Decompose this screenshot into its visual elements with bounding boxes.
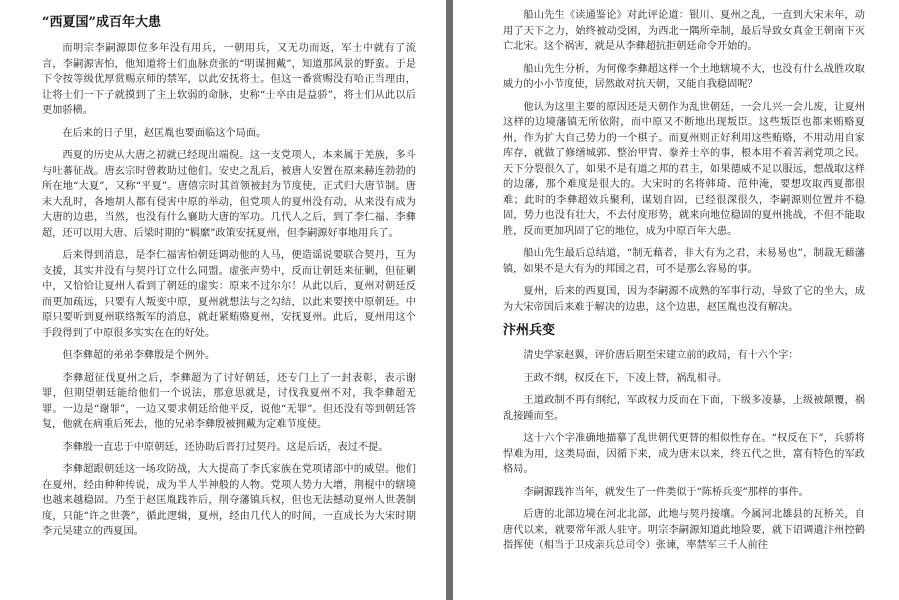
paragraph: 船山先生最后总结道，“制无藉者，非大有为之君，未易易也”，制裁无藉藩镇，如果不是大有为的邦国之君，可不是那么容易的事。 (503, 248, 865, 275)
paragraph: 王道政制不再有纲纪，军政权力反而在下面，下级多凌暴，上级被颠覆，祸乱接踵而至。 (503, 395, 865, 422)
right-page (453, 0, 899, 600)
paragraph: 李彝超征伐夏州之后，李彝超为了讨好朝廷，还专门上了一封表彰，表示谢罪，但期望朝廷能给他们一个说法，那意思就是，讨伐我夏州不对，我李彝超无罪。一边是“谢罪”，一边又要求朝廷给他平反，说他“无罪”。但还没有等到朝廷答复，他就在病重后死去，他的兄弟李彝殷被拥戴为定难节度使。 (42, 372, 416, 430)
paragraph: 西夏的历史从大唐之初就已经现出端倪。这一支党项人，本来属于羌族，多斗与吐蕃征战。唐玄宗时曾救助过他们。安史之乱后，被唐人安置在原来赫连勃勃的所在地“大夏”，又称“平夏”。唐僖宗时其首领被封为节度使，正式归大唐节制。唐末大乱时，各地胡人都有侵害中原的举动，但党项人的夏州没有动，从来没有成为大唐的边患，当然，也没有什么襄助大唐的军功。几代人之后，到了李仁福、李彝超，还可以用大唐、后梁时期的“羁縻”政策安抚夏州，但李嗣源好事地用兵了。 (42, 150, 416, 239)
paragraph: 这十六个字准确地描摹了乱世朝代更替的相似性存在。“权反在下”，兵骄将悍难为用，这类局面，因循下来，成为唐末以来，终五代之世，富有特色的军政格局。 (503, 433, 865, 475)
paragraph: 船山先生分析，为何像李彝超这样一个土地辖境不大，也没有什么战胜攻取威力的小小节度使，居然敢对抗天朝，又能自我稳固呢？ (503, 63, 865, 90)
paragraph: 夏州，后来的西夏国，因为李嗣源不成熟的军事行动，导致了它的坐大，成为大宋帝国后来难于解决的边患，这个边患，赵匡胤也没有解决。 (503, 286, 865, 313)
page-gutter (446, 0, 453, 600)
paragraph: 在后来的日子里，赵匡胤也要面临这个局面。 (62, 127, 267, 139)
paragraph: 后来得到消息，是李仁福害怕朝廷调动他的人马，便造谣说要联合契丹，互为支援，其实并没有与契丹订立什么同盟。虚张声势中，反而让朝廷来征剿，但征剿中，又恰恰让夏州人看到了朝廷的虚实：原来不过尔尔！从此以后，夏州对朝廷反而更加疏远，只要有人叛变中原，夏州就想法与之勾结，以此来要挟中原朝廷。中原只要听到夏州联络叛军的消息，就赶紧贿赂夏州，安抚夏州。此后，夏州用这个手段得到了中原很多实实在在的好处。 (42, 250, 416, 339)
left-page (0, 0, 446, 600)
section-heading-xixia: “西夏国”成百年大患 (42, 15, 161, 30)
paragraph: 后唐的北部边境在河北北部，此地与契丹接壤。今属河北雄县的瓦桥关，自唐代以来，就要常年派人驻守。明宗李嗣源知道此地险要，就下诏调遣汴州控鹤指挥使（相当于卫戍亲兵总司令）张谏，率禁军三千人前往 (503, 509, 865, 551)
paragraph: 清史学家赵翼，评价唐后期至宋建立前的政局，有十六个字： (523, 350, 799, 361)
paragraph: 他认为这里主要的原因还是天朝作为乱世朝廷，一会儿兴一会儿废，让夏州这样的边境藩镇无所依附，而中原又不断地出现叛臣。这些叛臣也都来贿赂夏州，作为扩大自己势力的一个棋子。而夏州则正好利用这些贿赂，不用动用自家库存，就做了修缮城郭、整治甲胄、豢养士卒的事，根本用不着苦剥党项之民。天下分裂很久了，如果不是有道之邦的君主，如果德威不足以服远，想战取这样的边藩，那个难度是很大的。大宋时的名将韩琦、范仲淹，要想攻取西夏都很难；此时的李彝超效兵聚利，谋划自固，已经很深很久，李嗣源则位置并不稳固，势力也没有壮大，不去付度形势，就来向地位稳固的夏州挑战，不但不能取胜，反而更加巩固了它的地位，成为中原百年大患。 (503, 101, 865, 237)
section-heading-bianzhou: 汴州兵变 (503, 323, 556, 338)
paragraph: 李彝超跟朝廷这一场攻防战，大大提高了李氏家族在党项诸部中的威望。他们在夏州，经由种种传说，成为半人半神般的人物。党项人势力大增，荆棍中的辖境也越来越稳固。乃至于赵匡胤践祚后，削夺藩镇兵权，但也无法撼动夏州人世袭制度，只能“许之世袭”，循此逻辑，夏州，经由几代人的时间，一直成长为大宋时期李元昊建立的西夏国。 (42, 464, 416, 537)
paragraph: 船山先生《读通鉴论》对此评论道：银川、夏州之乱，一直到大宋末年，动用了天下之力，始终被动受困，为西北一隅所牵制，最后导致女真金王朝南下灭亡北宋。这个祸害，就是从李彝超抗拒朝廷命令开始的。 (503, 10, 865, 52)
paragraph: 而明宗李嗣源即位多年没有用兵，一朝用兵，又无功而返，军士中就有了流言，李嗣源害怕，他知道将士们血脉贲张的“明谋拥戴”，知道那风景的野蛮。于是下令按等级优厚赏赐京师的禁军，以此安抚将士。但这一番赏赐没有哈正当理由，让将士们一下子就摸到了主上软弱的命脉，史称“士卒由是益骄”，将士们从此以后更加骄横。 (42, 43, 416, 116)
paragraph: 李彝殷一直忠于中原朝廷，还协助后晋打过契丹。这是后话，表过不提。 (62, 441, 389, 453)
paragraph: 但李彝超的弟弟李彝殷是个例外。 (62, 350, 216, 361)
paragraph: 王政不纲，权反在下，下凌上替，祸乱相寻。 (523, 372, 728, 384)
paragraph: 李嗣源践祚当年，就发生了一件类似于“陈桥兵变”那样的事件。 (523, 486, 809, 498)
